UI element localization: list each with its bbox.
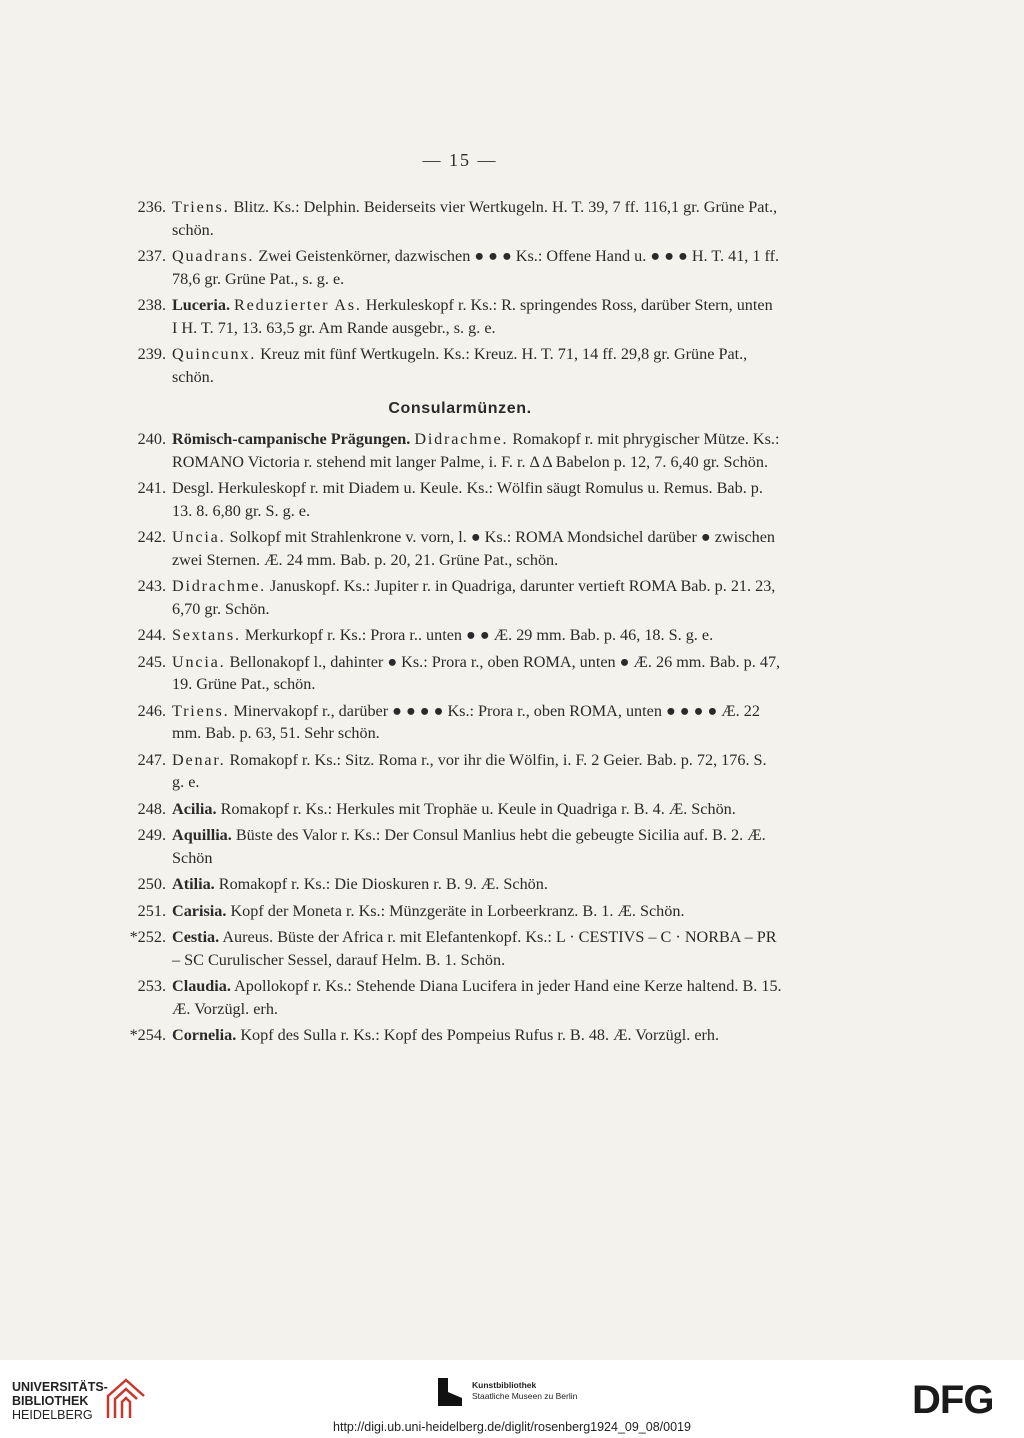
kb-line1: Kunstbibliothek: [472, 1380, 537, 1390]
entry-number: 253.: [137, 977, 166, 995]
entry-number: 240.: [137, 430, 166, 448]
entry-text-segment: Sextans.: [172, 626, 241, 644]
catalog-entry: [0, 428, 1024, 473]
ub-line2: BIBLIOTHEK: [12, 1394, 89, 1408]
entry-text-segment: Denar.: [172, 750, 226, 769]
entry-text-segment: Aureus. Büste der Africa r. mit Elefantenkopf. Ks.: L · CESTIVS – C · NORBA – PR – SC Curulischer Sessel, darauf Helm. B. 1. Schön.: [172, 928, 777, 969]
entry-text: [172, 651, 782, 696]
catalog-entry: [0, 700, 1024, 745]
entry-text-segment: Aquillia.: [172, 826, 232, 844]
entry-text-segment: Kopf des Sulla r. Ks.: Kopf des Pompeius Rufus r. B. 48. Æ. Vorzügl. erh.: [236, 1026, 720, 1044]
entry-text: [172, 798, 782, 821]
entry-text-segment: Cestia.: [172, 928, 220, 946]
catalog-entry: [0, 624, 1024, 647]
entry-text-segment: Kopf der Moneta r. Ks.: Münzgeräte in Lorbeerkranz. B. 1. Æ. Schön.: [226, 901, 685, 920]
entry-text-segment: Luceria.: [172, 296, 230, 314]
entry-number: 239.: [137, 345, 166, 363]
entry-text: [172, 700, 782, 745]
entry-text-segment: Romakopf r. Ks.: Die Dioskuren r. B. 9. Æ. Schön.: [214, 875, 548, 893]
entry-text-segment: Kreuz mit fünf Wertkugeln. Ks.: Kreuz. H. T. 71, 14 ff. 29,8 gr. Grüne Pat., schön.: [172, 345, 748, 386]
entry-text-segment: Acilia.: [172, 799, 217, 818]
entry-group-b: [0, 428, 1024, 1047]
entry-text-segment: Carisia.: [172, 901, 227, 920]
entry-text: [172, 749, 782, 794]
entry-number: 245.: [137, 652, 166, 671]
entry-text-segment: Quadrans.: [172, 247, 255, 265]
entry-text: [172, 975, 782, 1020]
entry-text-segment: Blitz. Ks.: Delphin. Beiderseits vier Wertkugeln. H. T. 39, 7 ff. 116,1 gr. Grüne Pat., schön.: [172, 198, 778, 239]
entry-text: [172, 873, 782, 896]
entry-number: 238.: [137, 296, 166, 314]
entry-text-segment: Januskopf. Ks.: Jupiter r. in Quadriga, darunter vertieft ROMA Bab. p. 21. 23, 6,70 gr. Schön.: [172, 577, 776, 618]
entry-number: 249.: [137, 826, 166, 844]
permalink-url[interactable]: http://digi.ub.uni-heidelberg.de/diglit/rosenberg1924_09_08/0019: [333, 1420, 691, 1434]
catalog-entry: [0, 926, 1024, 971]
entry-text-segment: Uncia.: [172, 652, 226, 671]
entry-text-segment: Apollokopf r. Ks.: Stehende Diana Lucifera in jeder Hand eine Kerze haltend. B. 15. Æ. Vorzügl. erh.: [172, 977, 782, 1018]
kb-line2: Staatliche Museen zu Berlin: [472, 1391, 578, 1401]
catalog-entry: [0, 343, 1024, 388]
entry-number: 251.: [137, 901, 166, 920]
catalog-entry: [0, 651, 1024, 696]
section-heading: Consularmünzen.: [388, 400, 532, 417]
catalog-entry: [0, 1024, 1024, 1047]
entry-text: [172, 343, 782, 388]
catalog-entry: [0, 824, 1024, 869]
entry-number: 242.: [137, 528, 166, 546]
entry-text-segment: Triens.: [172, 701, 230, 720]
entry-text: [172, 926, 782, 971]
entry-text: [172, 900, 782, 923]
entry-number: *254.: [129, 1026, 166, 1044]
entry-number: 244.: [137, 626, 166, 644]
catalog-entry: [0, 294, 1024, 339]
entry-text-segment: Didrachme.: [172, 577, 266, 595]
entry-text-segment: Desgl. Herkuleskopf r. mit Diadem u. Keule. Ks.: Wölfin säugt Romulus u. Remus. Bab. p. 13. 8. 6,80 gr. S. g. e.: [172, 479, 763, 520]
entry-text-segment: Merkurkopf r. Ks.: Prora r.. unten ● ● Æ. 29 mm. Bab. p. 46, 18. S. g. e.: [240, 626, 714, 644]
catalog-entry: [0, 196, 1024, 241]
kunstbibliothek-text: [472, 1380, 577, 1402]
kunstbibliothek-mark-icon: [438, 1378, 462, 1406]
catalog-entry: [0, 477, 1024, 522]
entry-text-segment: Romakopf r. Ks.: Sitz. Roma r., vor ihr die Wölfin, i. F. 2 Geier. Bab. p. 72, 176. S. g. e.: [172, 750, 767, 791]
catalog-entry: [0, 749, 1024, 794]
footer-bar: [0, 1360, 1024, 1438]
entry-text: [172, 245, 782, 290]
entry-text-segment: Quincunx.: [172, 345, 257, 363]
entry-text-segment: Zwei Geistenkörner, dazwischen ● ● ● Ks.: Offene Hand u. ● ● ● H. T. 41, 1 ff. 78,6 gr. Grüne Pat., s. g. e.: [172, 247, 780, 288]
entry-text-segment: Reduzierter As.: [234, 296, 362, 314]
entry-text: [172, 824, 782, 869]
ub-heidelberg-logo[interactable]: [12, 1380, 108, 1422]
entry-number: 237.: [137, 247, 166, 265]
entry-text-segment: Bellonakopf l., dahinter ● Ks.: Prora r., oben ROMA, unten ● Æ. 26 mm. Bab. p. 47, 19. Grüne Pat., schön.: [172, 652, 781, 693]
page-number: — 15 —: [422, 150, 498, 170]
entry-number: 236.: [137, 198, 166, 216]
catalog-entry: [0, 798, 1024, 821]
catalog-entry: [0, 245, 1024, 290]
entry-text-segment: Herkuleskopf r. Ks.: R. springendes Ross, darüber Stern, unten I H. T. 71, 13. 63,5 gr. Am Rande ausgebr., s. g. e.: [172, 296, 773, 337]
entry-text-segment: Romakopf r. Ks.: Herkules mit Trophäe u. Keule in Quadriga r. B. 4. Æ. Schön.: [216, 799, 736, 818]
entry-text-segment: Triens.: [172, 198, 230, 216]
entry-group-a: [0, 196, 1024, 388]
catalog-entry: [0, 900, 1024, 923]
entry-text-segment: Romakopf r. mit phrygischer Mütze. Ks.: ROMANO Victoria r. stehend mit langer Palme, i. F. r. Δ Δ Babelon p. 12, 7. 6,40 gr. Schön.: [172, 430, 780, 471]
dfg-logo[interactable]: DFG: [912, 1378, 994, 1422]
catalog-entry: [0, 975, 1024, 1020]
entry-text: [172, 428, 782, 473]
entry-number: 246.: [137, 701, 166, 720]
entry-text-segment: Büste des Valor r. Ks.: Der Consul Manlius hebt die gebeugte Sicilia auf. B. 2. Æ. Schön: [172, 826, 766, 867]
entry-number: 248.: [137, 799, 166, 818]
catalog-entry: [0, 873, 1024, 896]
entry-number: 247.: [137, 750, 166, 769]
entry-text: [172, 624, 782, 647]
ub-line3: HEIDELBERG: [12, 1408, 93, 1422]
entry-text-segment: Solkopf mit Strahlenkrone v. vorn, l. ● Ks.: ROMA Mondsichel darüber ● zwischen zwei Sternen. Æ. 24 mm. Bab. p. 20, 21. Grüne Pat., schön.: [172, 528, 775, 569]
catalog-entry: [0, 575, 1024, 620]
entry-number: *252.: [129, 928, 166, 946]
entry-list: [0, 196, 1024, 1051]
entry-text-segment: Uncia.: [172, 528, 226, 546]
entry-text-segment: Didrachme.: [414, 430, 509, 448]
entry-number: 250.: [137, 875, 166, 893]
catalog-entry: [0, 526, 1024, 571]
entry-text: [172, 477, 782, 522]
entry-text: [172, 196, 782, 241]
entry-text-segment: Cornelia.: [172, 1026, 237, 1044]
entry-text-segment: Claudia.: [172, 977, 231, 995]
entry-text-segment: Minervakopf r., darüber ● ● ● ● Ks.: Prora r., oben ROMA, unten ● ● ● ● Æ. 22 mm. Bab. p. 63, 51. Sehr schön.: [172, 701, 760, 742]
entry-text-segment: Römisch-campanische Prägungen.: [172, 430, 411, 448]
entry-number: 241.: [137, 479, 166, 497]
ub-stripes-icon: [104, 1374, 148, 1420]
entry-text: [172, 575, 782, 620]
ub-line1: UNIVERSITÄTS-: [12, 1380, 108, 1394]
entry-text: [172, 294, 782, 339]
entry-text: [172, 1024, 782, 1047]
entry-text-segment: Atilia.: [172, 875, 215, 893]
entry-number: 243.: [137, 577, 166, 595]
entry-text: [172, 526, 782, 571]
